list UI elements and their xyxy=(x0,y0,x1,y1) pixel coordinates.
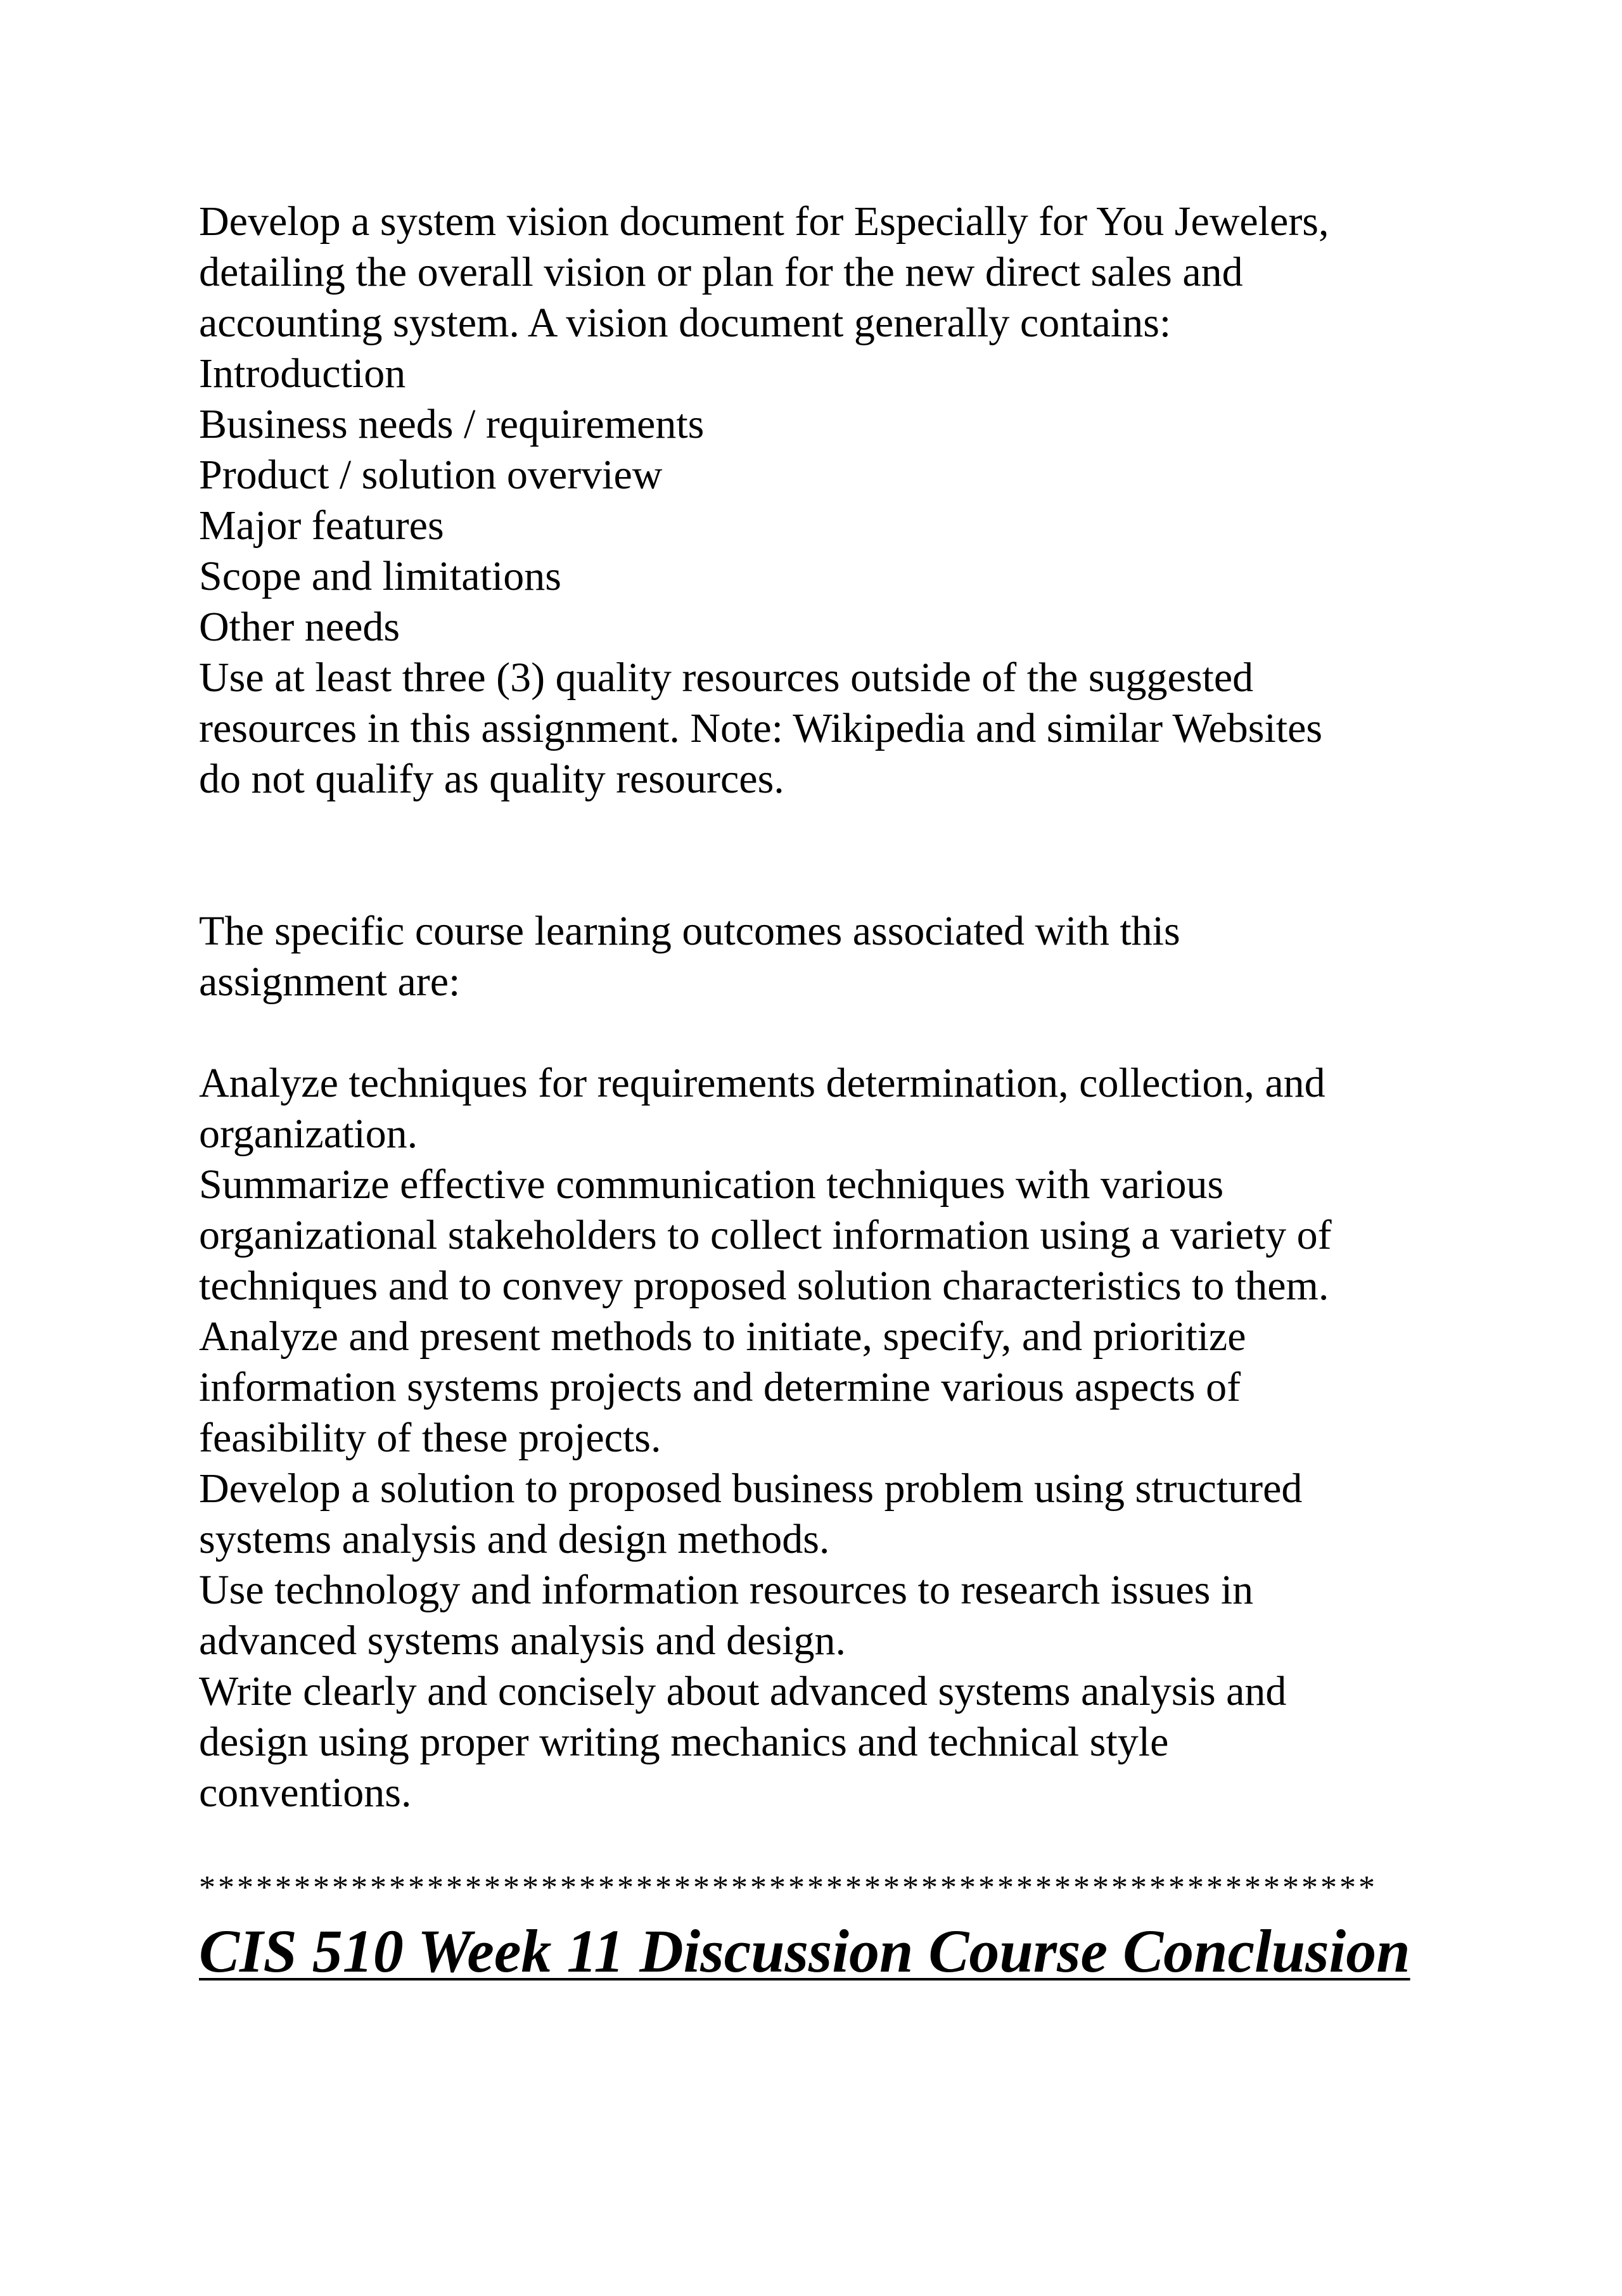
list-item: Develop a solution to proposed business problem using structured xyxy=(199,1465,1303,1512)
list-item: Analyze and present methods to initiate, specify, and prioritize xyxy=(199,1313,1246,1360)
list-item: Product / solution overview xyxy=(199,452,663,498)
list-item: Other needs xyxy=(199,604,400,650)
text-line: accounting system. A vision document generally contains: xyxy=(199,300,1172,346)
document-page xyxy=(199,196,1466,1989)
list-item: advanced systems analysis and design. xyxy=(199,1617,846,1664)
list-item: design using proper writing mechanics and technical style xyxy=(199,1719,1169,1765)
text-line: resources in this assignment. Note: Wikipedia and similar Websites xyxy=(199,705,1323,751)
list-item: information systems projects and determine various aspects of xyxy=(199,1364,1241,1410)
list-item: Use technology and information resources to research issues in xyxy=(199,1567,1254,1613)
list-item: techniques and to convey proposed solution characteristics to them. xyxy=(199,1263,1329,1309)
list-item: systems analysis and design methods. xyxy=(199,1516,830,1562)
text-line: assignment are: xyxy=(199,959,461,1005)
text-line: Develop a system vision document for Especially for You Jewelers, xyxy=(199,198,1329,245)
learning-outcomes-list xyxy=(199,1058,1466,1818)
outcomes-intro xyxy=(199,906,1466,1007)
list-item: organization. xyxy=(199,1111,418,1157)
list-item: Business needs / requirements xyxy=(199,401,705,447)
vision-document-sections-list xyxy=(199,348,1466,653)
separator-line: ************************************************************** xyxy=(199,1870,1377,1906)
list-item: organizational stakeholders to collect information using a variety of xyxy=(199,1212,1332,1258)
list-item: Scope and limitations xyxy=(199,553,561,599)
list-item: Major features xyxy=(199,502,444,549)
list-item: Summarize effective communication techniques with various xyxy=(199,1161,1224,1208)
list-item: Write clearly and concisely about advanced systems analysis and xyxy=(199,1668,1287,1714)
section-heading: CIS 510 Week 11 Discussion Course Conclusion xyxy=(199,1917,1410,1985)
list-item: Analyze techniques for requirements determination, collection, and xyxy=(199,1060,1325,1106)
text-line: Use at least three (3) quality resources outside of the suggested xyxy=(199,654,1254,701)
text-line: The specific course learning outcomes associated with this xyxy=(199,908,1180,954)
intro-paragraph xyxy=(199,196,1466,348)
resources-note xyxy=(199,653,1466,805)
paragraph-spacer xyxy=(199,805,1466,906)
list-item: feasibility of these projects. xyxy=(199,1415,661,1461)
list-item: Introduction xyxy=(199,350,406,397)
list-item: conventions. xyxy=(199,1770,412,1816)
paragraph-spacer xyxy=(199,1818,1466,1863)
text-line: detailing the overall vision or plan for the new direct sales and xyxy=(199,249,1243,295)
text-line: do not qualify as quality resources. xyxy=(199,756,784,802)
paragraph-spacer xyxy=(199,1007,1466,1058)
